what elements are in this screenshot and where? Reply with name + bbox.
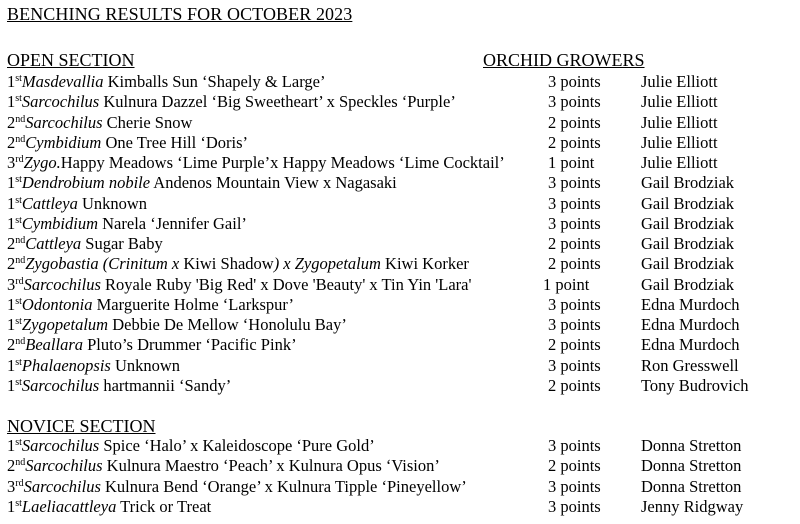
result-row	[7, 335, 797, 355]
genus-name: Laeliacattleya	[21, 496, 117, 516]
genus-name: Zygopetalum	[21, 315, 109, 334]
placing	[7, 356, 22, 376]
placing-number: 1	[7, 92, 16, 112]
placing	[7, 477, 24, 497]
novice-section-heading: NOVICE SECTION	[7, 416, 156, 436]
grower-name: Gail Brodziak	[641, 234, 735, 253]
points: 3 points	[548, 294, 601, 314]
cultivar-name: Andenos Mountain View x Nagasaki	[150, 173, 397, 193]
grower-name: Ron Gresswell	[641, 355, 739, 375]
placing-number: 2	[7, 112, 16, 132]
grower-name: Gail Brodziak	[641, 254, 735, 274]
genus-name: Dendrobium nobile	[21, 173, 151, 193]
cultivar-name: Royale Ruby 'Big Red' x Dove 'Beauty' x Tin Yin 'Lara'	[100, 274, 472, 294]
grower-name: Gail Brodziak	[641, 274, 735, 294]
grower-name: Donna Stretton	[641, 456, 742, 476]
points: 2 points	[548, 132, 601, 152]
placing	[7, 113, 25, 133]
placing-number: 1	[7, 315, 16, 334]
cultivar-name: Kulnura Maestro ‘Peach’ x Kulnura Opus ‘Vision’	[102, 456, 440, 476]
cultivar-name: Debbie De Mellow ‘Honolulu Bay’	[108, 315, 347, 334]
placing	[7, 72, 22, 92]
open-section-heading: OPEN SECTION	[7, 50, 135, 70]
placing	[7, 497, 22, 517]
placing-ordinal: nd	[15, 133, 26, 145]
placing-number: 2	[7, 132, 16, 152]
genus-name: Odontonia	[21, 294, 93, 314]
placing-ordinal: st	[15, 73, 22, 84]
placing-number: 1	[7, 436, 16, 455]
grower-name: Gail Brodziak	[641, 213, 735, 233]
placing-number: 2	[7, 254, 16, 274]
grower-name: Gail Brodziak	[641, 173, 735, 193]
placing-ordinal: st	[15, 376, 22, 388]
result-row	[7, 113, 797, 133]
points: 3 points	[548, 355, 601, 375]
placing-number: 1	[7, 213, 16, 233]
placing	[7, 436, 22, 456]
genus-name: Beallara	[25, 335, 83, 355]
points: 1 point	[548, 153, 595, 172]
points: 2 points	[548, 234, 601, 253]
result-row	[7, 456, 797, 476]
placing-number: 1	[7, 72, 16, 91]
result-row	[7, 92, 797, 112]
placing-ordinal: nd	[15, 336, 26, 348]
genus-name: Sarcochilus	[21, 375, 100, 395]
genus-name: Sarcochilus	[21, 92, 100, 112]
placing	[7, 234, 25, 254]
grower-name: Jenny Ridgway	[641, 496, 744, 516]
genus-name: Sarcochilus	[21, 436, 100, 455]
placing-ordinal: st	[15, 316, 22, 327]
grower-name: Edna Murdoch	[641, 294, 740, 314]
result-row	[7, 315, 797, 335]
placing-ordinal: st	[15, 174, 22, 186]
placing-ordinal: st	[15, 194, 22, 206]
genus-name: Sarcochilus	[25, 112, 103, 132]
grower-name: Julie Elliott	[641, 153, 718, 172]
grower-name: Edna Murdoch	[641, 315, 740, 334]
result-row	[7, 477, 797, 497]
placing	[7, 194, 22, 214]
placing-ordinal: st	[15, 497, 22, 509]
grower-name: Julie Elliott	[641, 92, 718, 112]
placing	[7, 295, 22, 315]
grower-name: Donna Stretton	[641, 436, 742, 455]
genus-name: Zygo.	[23, 153, 61, 172]
genus-name: Cymbidium	[25, 132, 102, 152]
placing	[7, 153, 24, 173]
cultivar-name: Pluto’s Drummer ‘Pacific Pink’	[83, 335, 297, 355]
placing-number: 1	[7, 355, 16, 375]
genus-name: Cymbidium	[21, 213, 99, 233]
cultivar-name-2: Kiwi Korker	[380, 254, 469, 274]
placing-number: 1	[7, 294, 16, 314]
cultivar-name: Trick or Treat	[116, 496, 212, 516]
genus-name: Phalaenopsis	[21, 355, 111, 375]
result-row	[7, 72, 797, 92]
points: 2 points	[548, 335, 601, 355]
placing	[7, 254, 25, 274]
cultivar-name: Unknown	[110, 355, 181, 375]
placing-number: 2	[7, 456, 16, 476]
placing	[7, 376, 22, 396]
cultivar-name: Cherie Snow	[102, 112, 193, 132]
placing-ordinal: rd	[15, 275, 24, 287]
result-row	[7, 254, 797, 274]
points: 2 points	[548, 254, 601, 274]
placing-number: 3	[7, 476, 16, 496]
cultivar-name: Unknown	[77, 193, 148, 213]
points: 2 points	[548, 112, 601, 132]
placing	[7, 315, 22, 335]
cultivar-name: Kulnura Dazzel ‘Big Sweetheart’ x Speckles ‘Purple’	[99, 92, 456, 112]
result-row	[7, 497, 797, 517]
result-row	[7, 194, 797, 214]
result-row	[7, 376, 797, 396]
placing-number: 1	[7, 375, 16, 395]
points: 3 points	[548, 496, 601, 516]
placing-ordinal: rd	[15, 154, 24, 165]
result-row	[7, 295, 797, 315]
genus-name: Masdevallia	[21, 72, 104, 91]
placing-ordinal: nd	[15, 457, 26, 469]
placing	[7, 275, 24, 295]
cultivar-name: Kulnura Bend ‘Orange’ x Kulnura Tipple ‘Pineyellow’	[100, 476, 467, 496]
points: 3 points	[548, 476, 601, 496]
genus-name: Sarcochilus	[23, 476, 101, 496]
page-title: BENCHING RESULTS FOR OCTOBER 2023	[7, 4, 353, 24]
grower-name: Julie Elliott	[641, 132, 718, 152]
placing-ordinal: st	[15, 214, 22, 226]
placing-ordinal: nd	[15, 255, 26, 267]
genus-name: Cattleya	[25, 234, 82, 253]
grower-name: Tony Budrovich	[641, 375, 749, 395]
genus-name: Sarcochilus	[23, 274, 101, 294]
placing-ordinal: st	[15, 295, 22, 307]
genus-name-2: ) x Zygopetalum	[273, 254, 381, 274]
result-row	[7, 153, 797, 173]
orchid-growers-heading: ORCHID GROWERS	[483, 50, 645, 70]
grower-name: Donna Stretton	[641, 476, 742, 496]
result-row	[7, 356, 797, 376]
placing	[7, 456, 25, 476]
points: 3 points	[548, 173, 601, 193]
placing-number: 1	[7, 193, 16, 213]
cultivar-name: Kiwi Shadow	[183, 254, 274, 274]
cultivar-name: Kimballs Sun ‘Shapely & Large’	[103, 72, 326, 91]
cultivar-name: hartmannii ‘Sandy’	[99, 375, 232, 395]
points: 3 points	[548, 193, 601, 213]
points: 2 points	[548, 375, 601, 395]
points: 3 points	[548, 213, 601, 233]
placing	[7, 214, 22, 234]
grower-name: Julie Elliott	[641, 72, 718, 91]
genus-name: Zygobastia (Crinitum x	[25, 254, 184, 274]
points: 1 point	[543, 274, 590, 294]
grower-name: Edna Murdoch	[641, 335, 740, 355]
genus-name: Cattleya	[21, 193, 78, 213]
cultivar-name: Narela ‘Jennifer Gail’	[98, 213, 247, 233]
cultivar-name: Marguerite Holme ‘Larkspur’	[92, 294, 294, 314]
points: 3 points	[548, 92, 601, 112]
grower-name: Gail Brodziak	[641, 193, 735, 213]
cultivar-name: One Tree Hill ‘Doris’	[101, 132, 248, 152]
placing-number: 3	[7, 274, 16, 294]
result-row	[7, 275, 797, 295]
result-row	[7, 436, 797, 456]
result-row	[7, 133, 797, 153]
placing-ordinal: nd	[15, 113, 26, 125]
grower-name: Julie Elliott	[641, 112, 718, 132]
cultivar-name: Sugar Baby	[81, 234, 163, 253]
placing-number: 3	[7, 153, 16, 172]
placing-ordinal: rd	[15, 477, 24, 489]
genus-name: Sarcochilus	[25, 456, 103, 476]
cultivar-name: Happy Meadows ‘Lime Purple’x Happy Meadows ‘Lime Cocktail’	[60, 153, 505, 172]
placing	[7, 133, 25, 153]
result-row	[7, 234, 797, 254]
placing-number: 2	[7, 335, 16, 355]
result-row	[7, 214, 797, 234]
placing	[7, 92, 22, 112]
placing	[7, 173, 22, 193]
placing-ordinal: st	[15, 356, 22, 368]
cultivar-name: Spice ‘Halo’ x Kaleidoscope ‘Pure Gold’	[99, 436, 375, 455]
placing-ordinal: st	[15, 93, 22, 105]
placing-ordinal: nd	[15, 235, 26, 246]
placing-ordinal: st	[15, 437, 22, 448]
placing-number: 1	[7, 496, 16, 516]
result-row	[7, 173, 797, 193]
placing	[7, 335, 25, 355]
points: 3 points	[548, 72, 601, 91]
points: 3 points	[548, 315, 601, 334]
points: 3 points	[548, 436, 601, 455]
placing-number: 1	[7, 173, 16, 193]
placing-number: 2	[7, 234, 16, 253]
points: 2 points	[548, 456, 601, 476]
